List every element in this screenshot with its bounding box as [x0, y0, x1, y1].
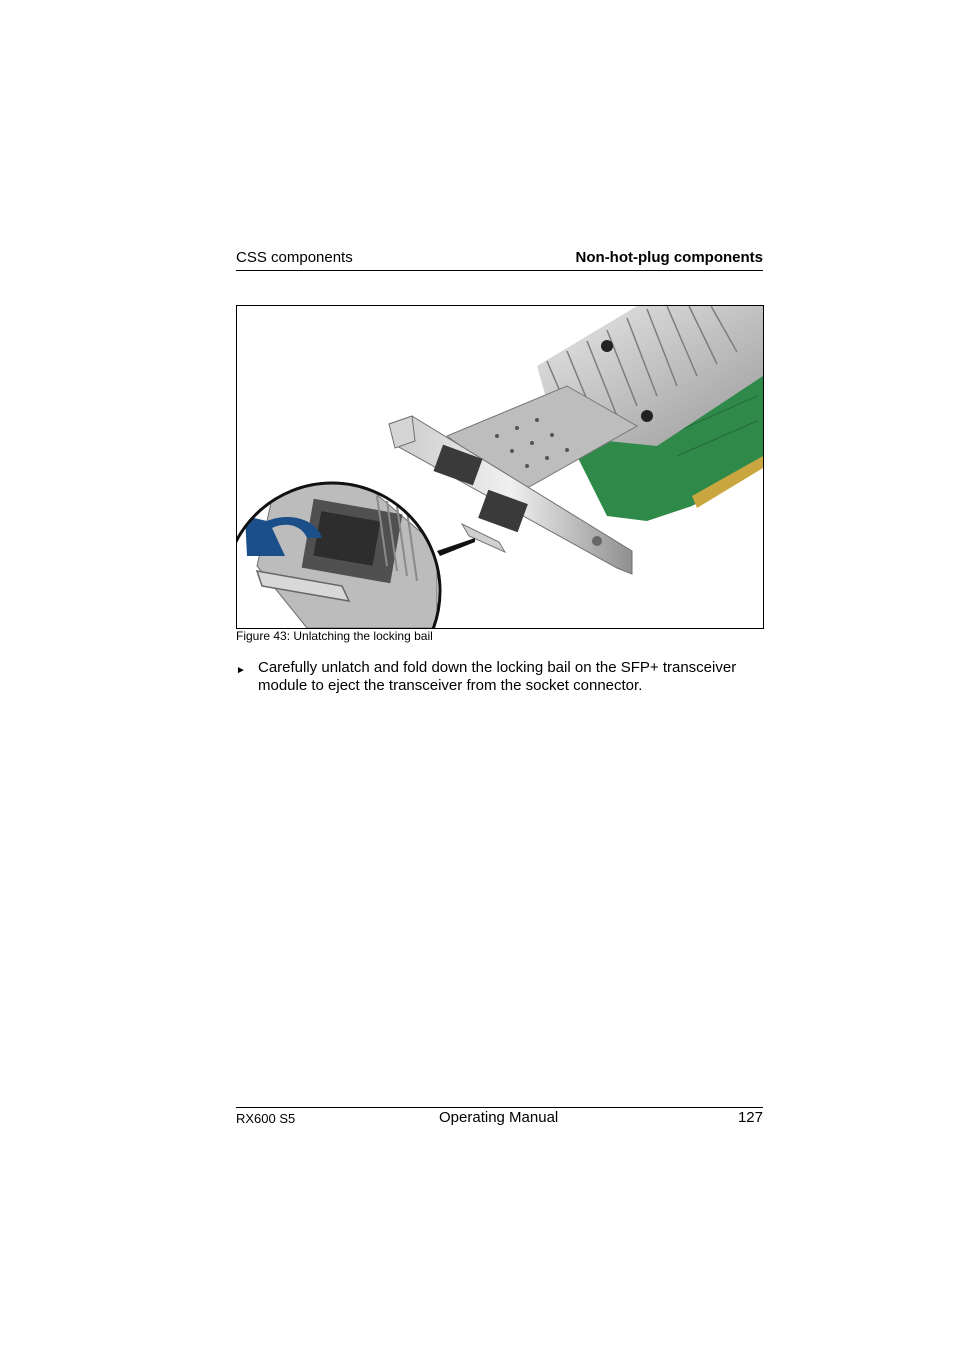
figure-caption: Figure 43: Unlatching the locking bail: [236, 629, 433, 643]
sfp-transceiver-locking-bail-illustration: [237, 306, 763, 628]
step-text: Carefully unlatch and fold down the locking bail on the SFP+ transceiver module to eject the transceiver from the socket connector.: [258, 659, 737, 694]
running-header-section: CSS components: [236, 249, 353, 266]
header-rule: [236, 270, 763, 271]
page-number: 127: [737, 1109, 763, 1126]
instruction-step: [236, 659, 763, 695]
footer-rule: [236, 1107, 763, 1108]
figure-sfp-bail: [236, 305, 764, 629]
footer-document: Operating Manual: [439, 1109, 559, 1126]
footer-model: RX600 S5: [236, 1111, 296, 1126]
step-bullet-icon: ►: [236, 665, 246, 676]
locking-bail-small: [462, 524, 505, 552]
running-header-chapter: Non-hot-plug components: [575, 249, 763, 266]
